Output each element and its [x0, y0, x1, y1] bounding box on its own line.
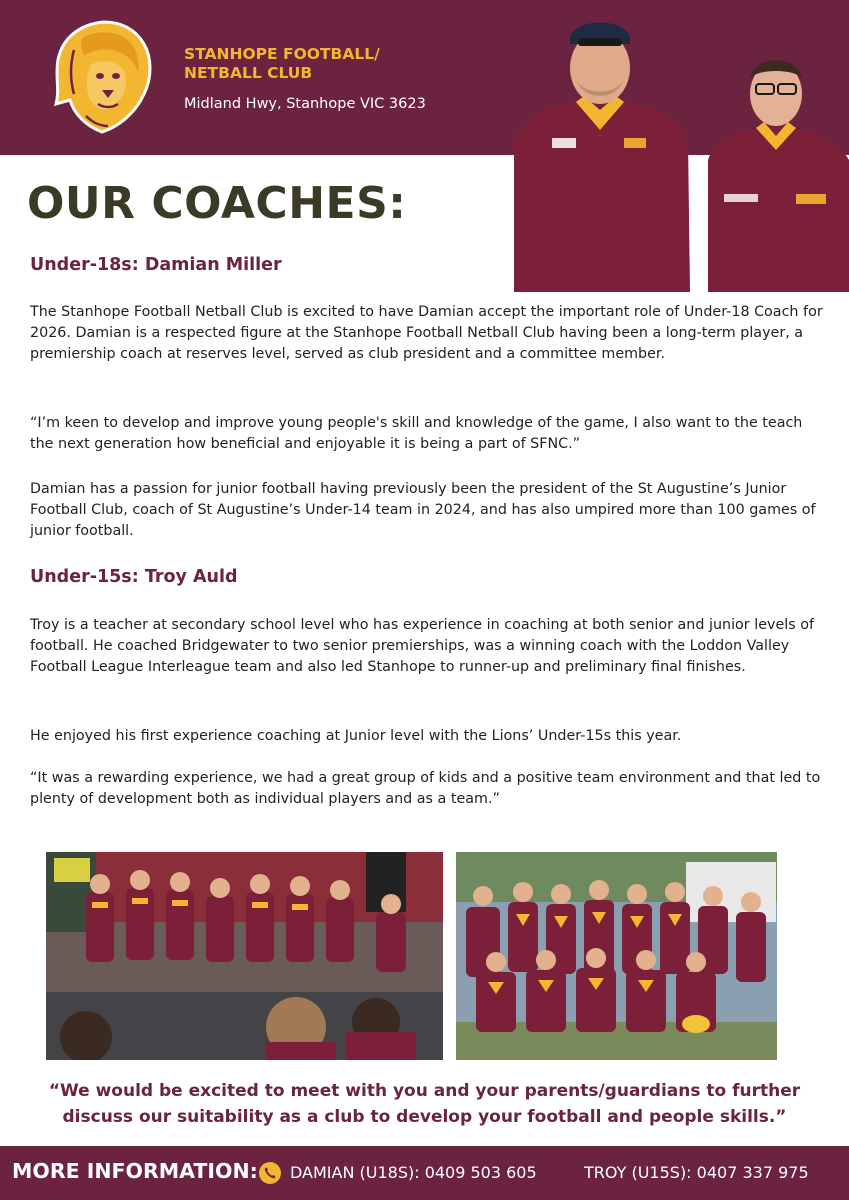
club-name-line2: NETBALL CLUB [184, 64, 313, 82]
footer-bar [0, 1146, 849, 1200]
quote-line-2: discuss our suitability as a club to develop your football and people skills.” [62, 1107, 787, 1127]
coach-u15-paragraph-2: He enjoyed his first experience coaching at Junior level with the Lions’ Under-15s this year. [30, 728, 682, 744]
team-group-photo [456, 852, 777, 1060]
club-address: Midland Hwy, Stanhope VIC 3623 [184, 96, 426, 112]
club-name-line1: STANHOPE FOOTBALL/ [184, 45, 380, 63]
team-huddle-photo [46, 852, 443, 1060]
contact-troy: TROY (U15S): 0407 337 975 [584, 1163, 809, 1182]
coach-heading-u18: Under-18s: Damian Miller [30, 255, 282, 275]
coach-u18-paragraph-1: The Stanhope Football Netball Club is excited to have Damian accept the important role of Under-18 Coach for 2026. Damian is a respected figure at the Stanhope Football Netball Club having been a long-term player, a premiership coach at reserves level, served as club president and a committee member. [30, 304, 823, 362]
coaches-photo [512, 10, 849, 292]
contact-damian: DAMIAN (U18S): 0409 503 605 [290, 1163, 537, 1182]
coach-u15-paragraph-3: “It was a rewarding experience, we had a great group of kids and a positive team environment and that led to plenty of development both as individual players and as a team.” [30, 770, 821, 807]
more-information-label: MORE INFORMATION: [12, 1159, 258, 1183]
lion-head-icon [52, 20, 154, 134]
coach-u18-paragraph-3: Damian has a passion for junior football having previously been the president of the St Augustine’s Junior Football Club, coach of St Augustine’s Under-14 team in 2024, and has also umpired more than 100 games of junior football. [30, 481, 816, 539]
coach-u18-paragraph-2: “I’m keen to develop and improve young people's skill and knowledge of the game, I also want to the teach the next generation how beneficial and enjoyable it is being a part of SFNC.” [30, 415, 803, 452]
phone-icon [259, 1162, 281, 1184]
coach-u15-paragraph-1: Troy is a teacher at secondary school level who has experience in coaching at both senior and junior levels of football. He coached Bridgewater to two senior premierships, was a winning coach with the Loddon Valley Football League Interleague team and also led Stanhope to runner-up and preliminary final finishes. [30, 617, 814, 675]
coach-heading-u15: Under-15s: Troy Auld [30, 567, 238, 587]
club-name [184, 45, 414, 83]
closing-quote [0, 1078, 849, 1130]
page-title: OUR COACHES: [27, 178, 407, 229]
quote-line-1: “We would be excited to meet with you and your parents/guardians to further [48, 1081, 801, 1101]
